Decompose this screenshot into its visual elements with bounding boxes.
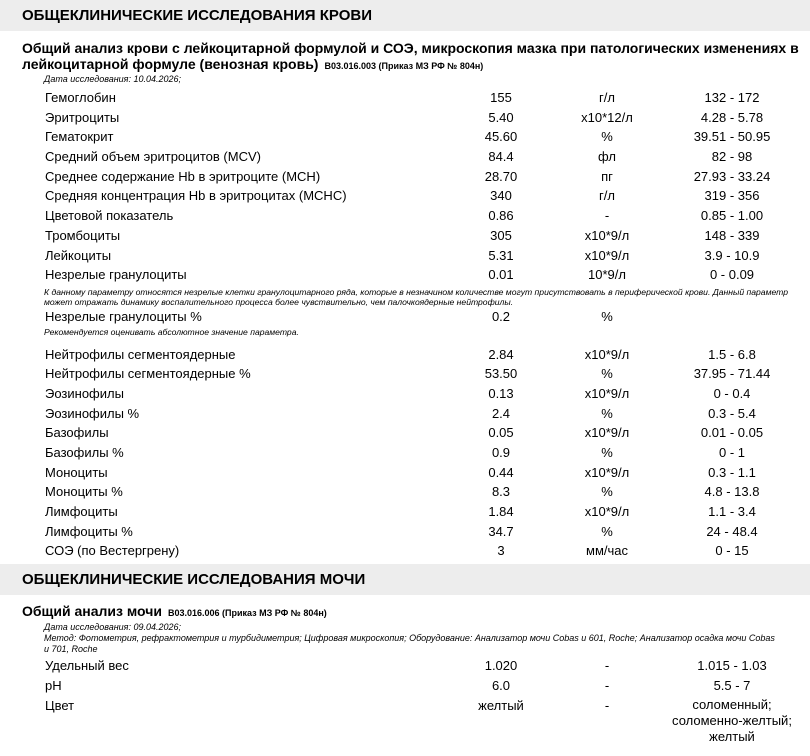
row-unit: x10*9/л	[584, 464, 630, 480]
row-reference: 0 - 0.4	[713, 385, 751, 401]
row-name: Лимфоциты %	[45, 523, 133, 539]
row-value: 1.84	[488, 504, 514, 520]
row-value: 45.60	[484, 129, 518, 145]
row-reference: 4.28 - 5.78	[700, 109, 764, 125]
row-name: Базофилы	[45, 425, 109, 441]
row-name: Незрелые гранулоциты	[45, 267, 187, 283]
row-reference: 148 - 339	[704, 227, 760, 243]
row-name: Нейтрофилы сегментоядерные	[45, 346, 236, 362]
immature-granulocytes-note: К данному параметру относятся незрелые клетки гранулоцитарного ряда, которые в незначином количестве могут присутствовать в периферической крови. Данный параметр может отражать динамику воспалительного процесса более чувствительно, чем палочкоядерные нейтрофилы.	[44, 286, 788, 307]
row-unit: x10*9/л	[584, 247, 630, 263]
row-unit: -	[604, 677, 610, 693]
row-name: Среднее содержание Hb в эритроците (MCH)	[45, 168, 321, 184]
row-value: 155	[490, 90, 512, 105]
row-name: Эритроциты	[45, 109, 120, 125]
row-value: 0.05	[488, 425, 514, 441]
blood-section-header: ОБЩЕКЛИНИЧЕСКИЕ ИССЛЕДОВАНИЯ КРОВИ	[0, 0, 810, 31]
row-reference: 0.3 - 1.1	[708, 464, 756, 480]
row-reference: 132 - 172	[704, 90, 760, 105]
row-value: 305	[490, 227, 512, 243]
row-unit: фл	[598, 149, 616, 165]
row-reference: 39.51 - 50.95	[693, 129, 771, 145]
table-row	[0, 482, 810, 502]
row-reference: 0.01 - 0.05	[700, 425, 764, 441]
table-row	[0, 265, 810, 285]
row-value: 0.86	[488, 208, 514, 224]
row-value: 0.2	[491, 308, 511, 324]
row-name: Незрелые гранулоциты %	[45, 308, 202, 324]
table-row	[0, 226, 810, 246]
row-reference: 1.1 - 3.4	[708, 504, 756, 520]
blood-test-date: Дата исследования: 10.04.2026;	[44, 74, 182, 84]
row-name: Эозинофилы %	[45, 405, 140, 421]
row-name: Нейтрофилы сегментоядерные %	[45, 366, 251, 382]
table-row	[0, 522, 810, 542]
table-row	[0, 88, 810, 108]
row-unit: пг	[601, 168, 613, 184]
row-unit: 10*9/л	[588, 267, 626, 283]
row-value: 84.4	[488, 149, 514, 165]
row-unit: x10*9/л	[584, 425, 630, 441]
table-row	[0, 541, 810, 561]
row-reference: 27.93 - 33.24	[693, 168, 771, 184]
row-unit: г/л	[599, 90, 615, 105]
urine-test-name: Общий анализ мочи	[22, 603, 162, 620]
row-reference: 4.8 - 13.8	[704, 484, 760, 500]
row-reference: 0.85 - 1.00	[700, 208, 764, 224]
urine-test-code: B03.016.006 (Приказ МЗ РФ № 804н)	[167, 608, 327, 619]
table-row	[0, 676, 810, 696]
row-value: 34.7	[488, 523, 514, 539]
row-reference: 0 - 15	[715, 543, 749, 559]
row-name: Гемоглобин	[45, 90, 116, 105]
row-unit: -	[604, 658, 610, 674]
row-value: 28.70	[484, 168, 518, 184]
row-name: Лимфоциты	[45, 504, 118, 520]
row-unit: %	[601, 484, 613, 500]
urine-section-header: ОБЩЕКЛИНИЧЕСКИЕ ИССЛЕДОВАНИЯ МОЧИ	[0, 564, 810, 595]
row-reference: 0 - 1	[718, 445, 745, 460]
table-row	[0, 147, 810, 167]
row-name: Моноциты %	[45, 484, 123, 500]
blood-test-title	[22, 40, 800, 74]
row-unit: %	[601, 523, 613, 539]
row-name: Средний объем эритроцитов (MCV)	[45, 149, 261, 165]
row-value: 2.4	[491, 405, 511, 421]
row-unit: %	[601, 129, 613, 145]
row-unit: x10*9/л	[584, 227, 630, 243]
row-unit: -	[604, 697, 610, 713]
row-name: Моноциты	[45, 464, 108, 480]
table-row	[0, 423, 810, 443]
row-reference: 24 - 48.4	[706, 523, 758, 539]
row-unit: %	[601, 445, 613, 460]
row-name: Эозинофилы	[45, 385, 124, 401]
row-reference: 0 - 0.09	[709, 267, 755, 283]
row-value: 5.40	[488, 109, 514, 125]
row-reference: 319 - 356	[704, 188, 760, 204]
row-reference: 1.5 - 6.8	[708, 346, 756, 362]
table-row	[0, 364, 810, 384]
blood-test-name: Общий анализ крови с лейкоцитарной формулой и СОЭ, микроскопия мазка при патологических изменениях в лейкоцитарной формуле (венозная кровь)	[22, 40, 799, 72]
row-value: 0.01	[488, 267, 514, 283]
table-row	[0, 186, 810, 206]
blood-results-table-a	[0, 88, 810, 285]
row-value: 2.84	[488, 346, 514, 362]
row-name: Удельный вес	[45, 658, 129, 674]
row-unit: x10*9/л	[584, 385, 630, 401]
table-row	[0, 167, 810, 187]
table-row	[0, 443, 810, 463]
row-reference: 3.9 - 10.9	[704, 247, 760, 263]
table-row	[0, 696, 810, 756]
row-reference: соломенный; соломенно-желтый; желтый	[672, 696, 792, 744]
row-reference: 82 - 98	[711, 149, 753, 165]
row-value: 6.0	[491, 677, 511, 693]
row-unit: г/л	[599, 188, 615, 204]
row-unit: %	[601, 366, 613, 382]
absolute-value-note: Рекомендуется оценивать абсолютное значение параметра.	[44, 326, 299, 337]
row-value: 340	[490, 188, 512, 204]
row-unit: -	[604, 208, 610, 224]
row-value: 5.31	[488, 247, 514, 263]
row-value: 0.44	[488, 464, 514, 480]
table-row	[0, 345, 810, 365]
row-value: 1.020	[484, 658, 518, 674]
row-unit: x10*9/л	[584, 346, 630, 362]
row-unit: %	[601, 308, 613, 324]
table-row	[0, 404, 810, 424]
row-reference: 1.015 - 1.03	[697, 658, 767, 674]
row-unit: %	[601, 405, 613, 421]
blood-test-code: B03.016.003 (Приказ МЗ РФ № 804н)	[324, 61, 484, 71]
row-unit: x10*9/л	[584, 504, 630, 520]
table-row	[0, 246, 810, 266]
table-row	[0, 502, 810, 522]
row-reference: 0.3 - 5.4	[708, 405, 756, 421]
row-name: Тромбоциты	[45, 227, 121, 243]
row-name: Гематокрит	[45, 129, 114, 145]
row-value: 0.9	[491, 445, 511, 460]
row-name: Средняя концентрация Hb в эритроцитах (MCHC)	[45, 188, 347, 204]
table-row	[0, 463, 810, 483]
row-name: Базофилы %	[45, 445, 124, 460]
table-row	[0, 127, 810, 147]
row-unit: мм/час	[586, 543, 628, 559]
row-name: Лейкоциты	[45, 247, 112, 263]
row-reference: 5.5 - 7	[713, 677, 751, 693]
row-value: желтый	[478, 697, 524, 713]
row-name: Цвет	[45, 697, 75, 713]
table-row	[0, 307, 810, 327]
row-unit: x10*12/л	[581, 109, 633, 125]
urine-test-method: Метод: Фотометрия, рефрактометрия и турбидиметрия; Цифровая микроскопия; Оборудование: Анализатор мочи Cobas u 601, Roche; Анализатор осадка мочи Cobas u 701, Roche	[44, 633, 775, 655]
row-value: 0.13	[488, 385, 514, 401]
table-row	[0, 384, 810, 404]
row-value: 8.3	[491, 484, 511, 500]
urine-results-table	[0, 656, 810, 695]
urine-test-title	[22, 603, 800, 621]
row-value: 53.50	[484, 366, 518, 382]
table-row	[0, 656, 810, 676]
table-row	[0, 108, 810, 128]
row-name: pH	[45, 677, 62, 693]
row-value: 3	[497, 543, 505, 559]
blood-results-table-b	[0, 345, 810, 562]
table-row	[0, 206, 810, 226]
row-reference: 37.95 - 71.44	[693, 366, 771, 382]
row-name: СОЭ (по Вестергрену)	[45, 543, 180, 559]
urine-test-date: Дата исследования: 09.04.2026;	[44, 622, 182, 633]
row-name: Цветовой показатель	[45, 208, 174, 224]
